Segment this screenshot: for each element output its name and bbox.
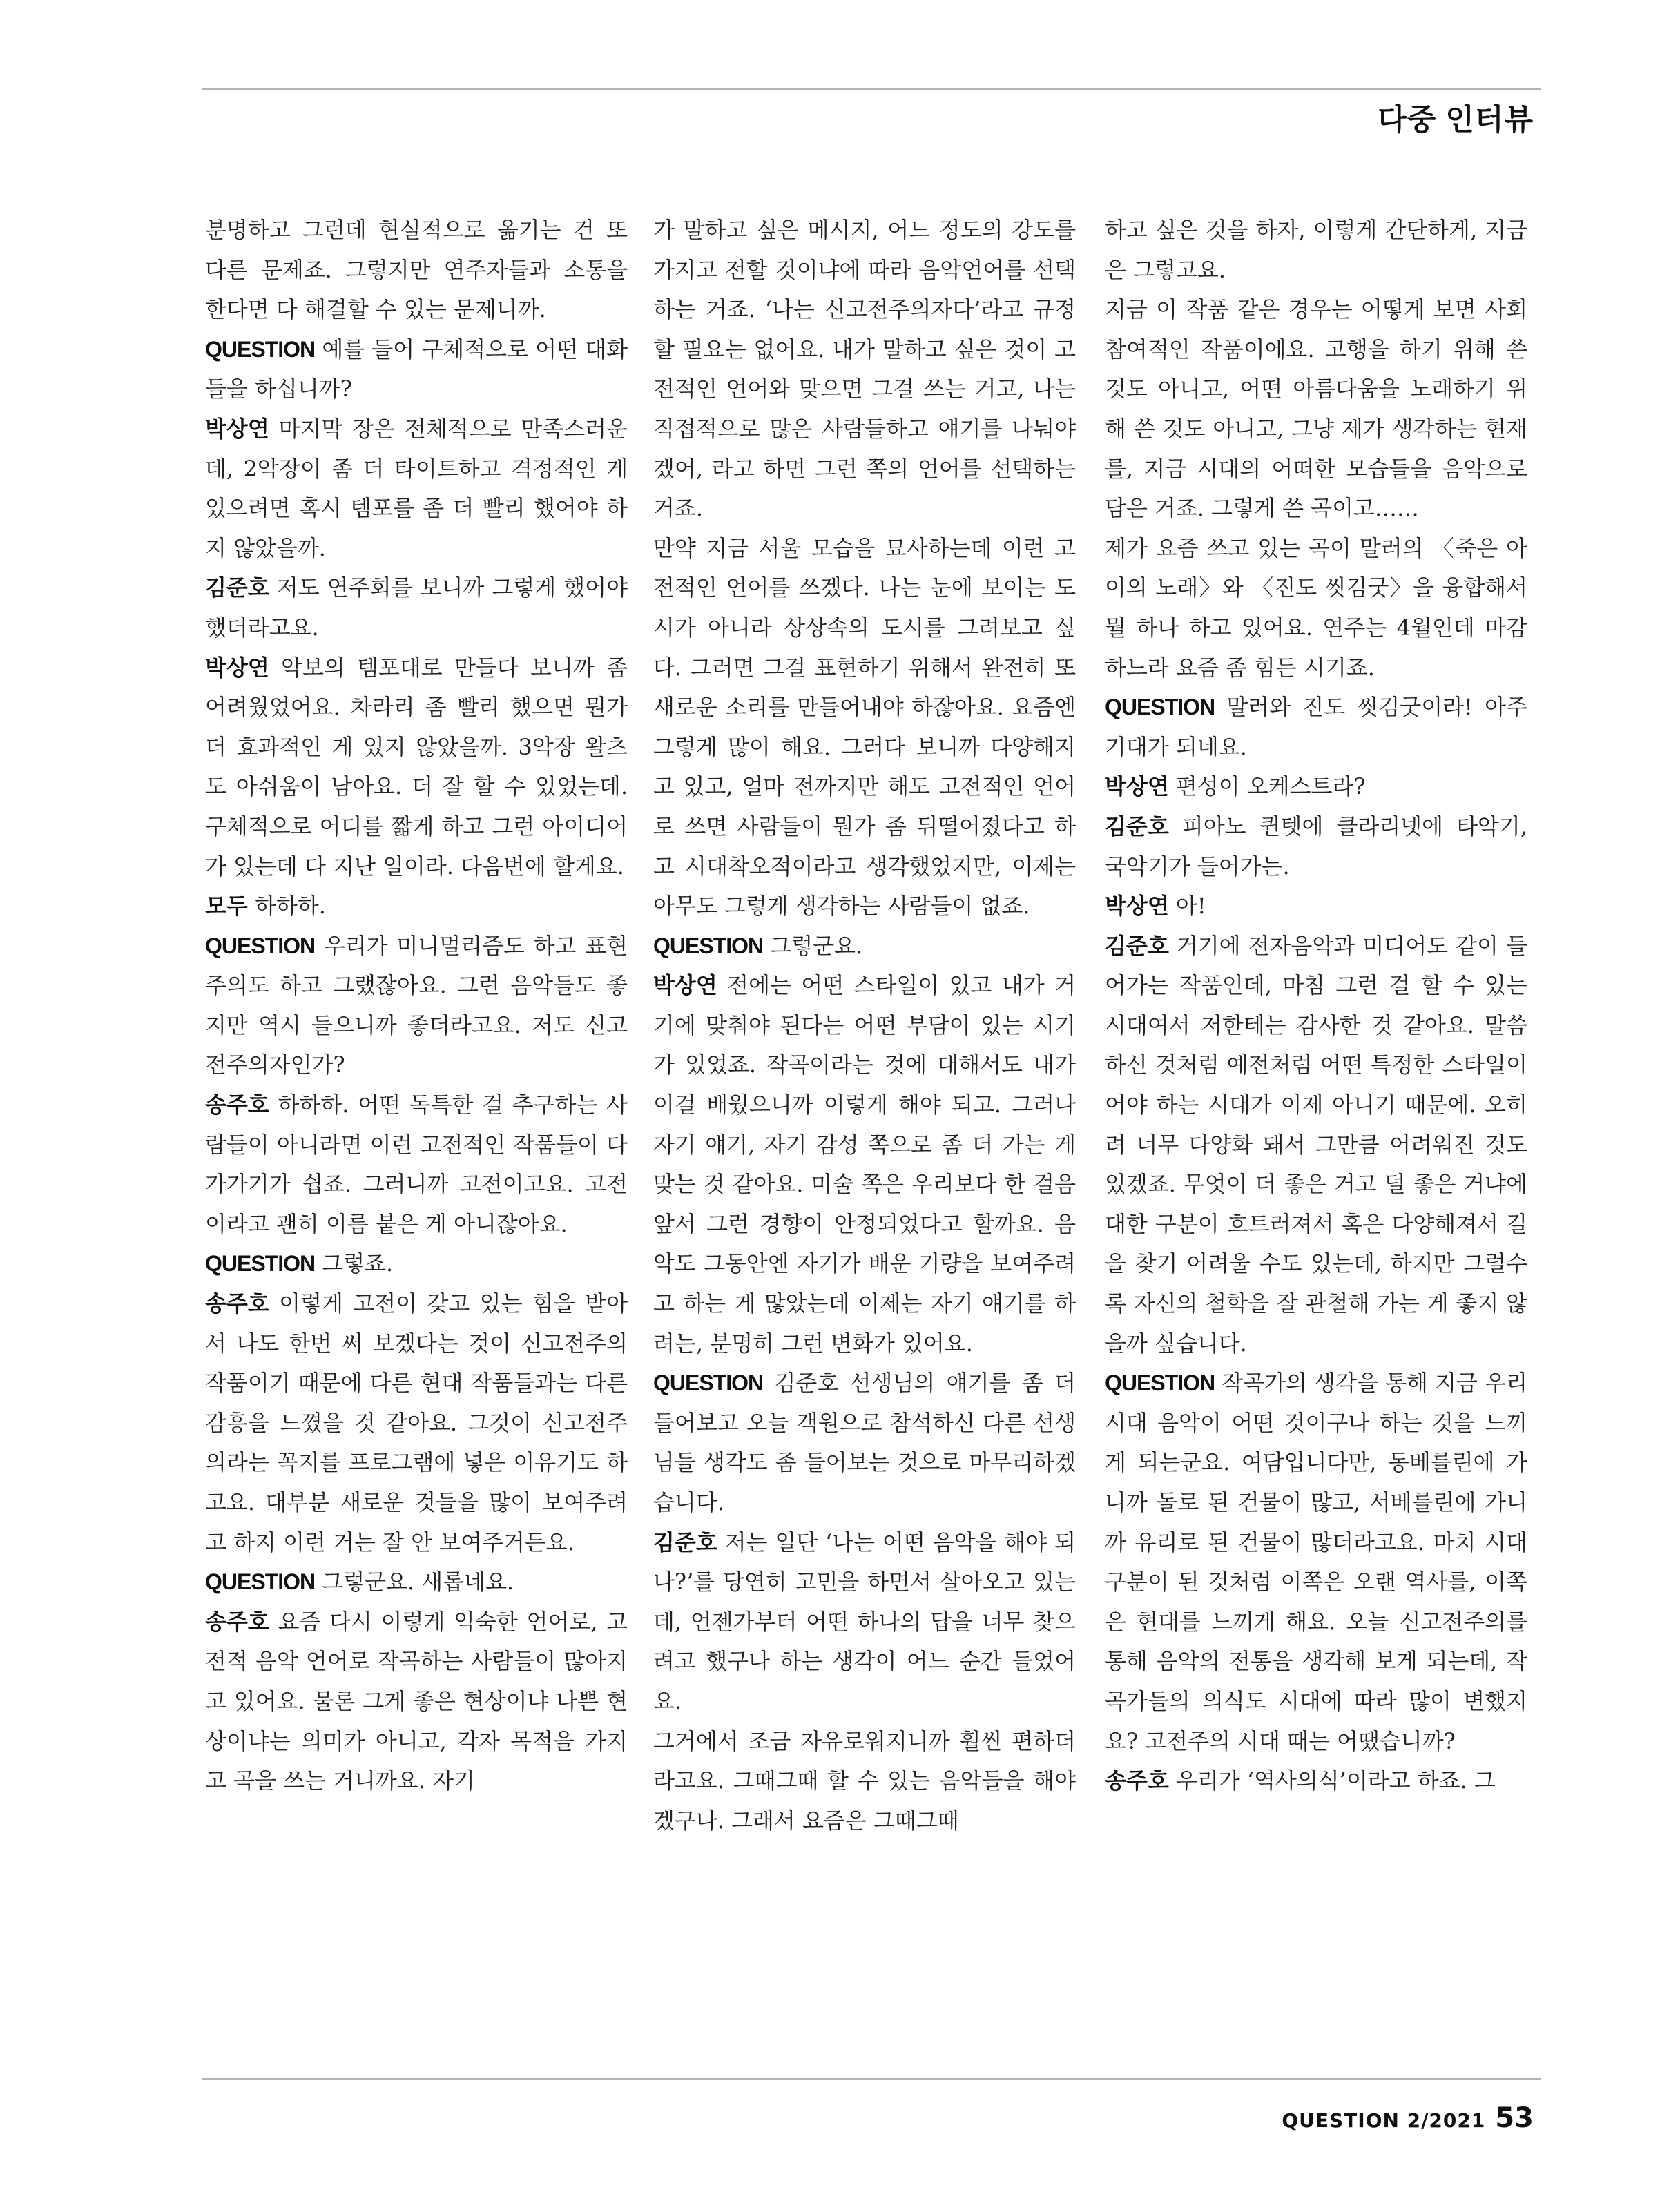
interview-paragraph: [205, 330, 628, 409]
paragraph-text: 이렇게 고전이 갖고 있는 힘을 받아서 나도 한번 써 보겠다는 것이 신고전주의 작품이기 때문에 다른 현대 작품들과는 다른 감흥을 느꼈을 것 같아요. 그것이 신고전주의라는 꼭지를 프로그램에 넣은 이유기도 하고요. 대부분 새로운 것들을 많이 보여주려고 하지 이런 거는 잘 안 보여주거든요.: [205, 1290, 628, 1555]
interview-paragraph: [205, 1562, 628, 1602]
interview-paragraph: [1105, 211, 1527, 290]
header-rule: [202, 88, 1541, 90]
interview-paragraph: [205, 211, 628, 330]
speaker-label: QUESTION: [205, 1251, 316, 1277]
speaker-label: QUESTION: [653, 1370, 764, 1396]
paragraph-text: 작곡가의 생각을 통해 지금 우리 시대 음악이 어떤 것이구나 하는 것을 느끼게 되는군요. 여담입니다만, 동베를린에 가니까 돌로 된 건물이 많고, 서베를린에 가니까 유리로 된 건물이 많더라고요. 마치 시대구분이 된 것처럼 이쪽은 오랜 역사를, 이쪽은 현대를 느끼게 해요. 오늘 신고전주의를 통해 음악의 전통을 생각해 보게 되는데, 작곡가들의 의식도 시대에 따라 많이 변했지요? 고전주의 시대 때는 어땠습니까?: [1105, 1370, 1527, 1754]
interview-paragraph: [205, 1284, 628, 1562]
paragraph-text: 하하하.: [247, 893, 326, 920]
interview-paragraph: [1105, 767, 1527, 807]
paragraph-text: 요즘 다시 이렇게 익숙한 언어로, 고전적 음악 언어로 작곡하는 사람들이 많아지고 있어요. 물론 그게 좋은 현상이냐 나쁜 현상이냐는 의미가 아니고, 각자 목적을 가지고 곡을 쓰는 거니까요. 자기: [205, 1608, 628, 1794]
section-title: 다중 인터뷰: [1378, 104, 1534, 137]
interview-paragraph: [1105, 1761, 1527, 1801]
speaker-label: 송주호: [205, 1608, 269, 1635]
speaker-label: QUESTION: [205, 933, 316, 958]
interview-paragraph: [653, 927, 1076, 967]
speaker-label: QUESTION: [653, 933, 764, 958]
paragraph-text: 예를 들어 구체적으로 어떤 대화들을 하십니까?: [205, 336, 628, 403]
interview-paragraph: [653, 966, 1076, 1364]
speaker-label: 송주호: [1105, 1767, 1169, 1794]
speaker-label: 박상연: [1105, 773, 1169, 800]
paragraph-text: 우리가 미니멀리즘도 하고 표현주의도 하고 그랬잖아요. 그런 음악들도 좋지만 역시 들으니까 좋더라고요. 저도 신고전주의자인가?: [205, 932, 628, 1078]
interview-paragraph: [1105, 807, 1527, 886]
interview-paragraph: [653, 211, 1076, 529]
speaker-label: 박상연: [205, 654, 269, 681]
speaker-label: 송주호: [205, 1092, 269, 1118]
interview-paragraph: [653, 1722, 1076, 1841]
page-number: 53: [1495, 2102, 1534, 2134]
paragraph-text: 악보의 템포대로 만들다 보니까 좀 어려웠었어요. 차라리 좀 빨리 했으면 뭔가 더 효과적인 게 있지 않았을까. 3악장 왈츠도 아쉬움이 남아요. 더 잘 할 수 있었는데. 구체적으로 어디를 짧게 하고 그런 아이디어가 있는데 다 지난 일이라. 다음번에 할게요.: [205, 654, 628, 880]
paragraph-text: 저는 일단 ‘나는 어떤 음악을 해야 되나?’를 당연히 고민을 하면서 살아오고 있는데, 언젠가부터 어떤 하나의 답을 너무 찾으려고 했구나 하는 생각이 어느 순간 들었어요.: [653, 1529, 1076, 1714]
speaker-label: 김준호: [1105, 932, 1169, 959]
speaker-label: 모두: [205, 893, 248, 920]
interview-paragraph: [653, 1523, 1076, 1722]
interview-paragraph: [205, 886, 628, 927]
paragraph-text: 하고 싶은 것을 하자, 이렇게 간단하게, 지금은 그렇고요.: [1105, 217, 1527, 283]
speaker-label: 김준호: [653, 1529, 717, 1555]
paragraph-text: 거기에 전자음악과 미디어도 같이 들어가는 작품인데, 마침 그런 걸 할 수 있는 시대여서 저한테는 감사한 것 같아요. 말씀하신 것처럼 예전처럼 어떤 특정한 스타일이어야 하는 시대가 이제 아니기 때문에. 오히려 너무 다양화 돼서 그만큼 어려워진 것도 있겠죠. 무엇이 더 좋은 거고 덜 좋은 거냐에 대한 구분이 흐트러져서 혹은 다양해져서 길을 찾기 어려울 수도 있는데, 하지만 그럴수록 자신의 철학을 잘 관철해 가는 게 좋지 않을까 싶습니다.: [1105, 932, 1527, 1357]
interview-paragraph: [205, 409, 628, 568]
text-column-2: [653, 211, 1076, 1841]
speaker-label: 김준호: [1105, 813, 1169, 840]
issue-label: QUESTION 2/2021: [1282, 2109, 1486, 2132]
interview-paragraph: [1105, 290, 1527, 529]
paragraph-text: 말러와 진도 씻김굿이라! 아주 기대가 되네요.: [1105, 694, 1527, 760]
interview-paragraph: [205, 568, 628, 648]
paragraph-text: 김준호 선생님의 얘기를 좀 더 들어보고 오늘 객원으로 참석하신 다른 선생님들 생각도 좀 들어보는 것으로 마무리하겠습니다.: [653, 1370, 1076, 1515]
interview-paragraph: [653, 1364, 1076, 1522]
interview-paragraph: [205, 927, 628, 1085]
speaker-label: QUESTION: [205, 1569, 316, 1595]
speaker-label: QUESTION: [1105, 1370, 1215, 1396]
interview-paragraph: [205, 1602, 628, 1801]
text-column-1: [205, 211, 628, 1801]
paragraph-text: 마지막 장은 전체적으로 만족스러운데, 2악장이 좀 더 타이트하고 격정적인 게 있으려면 혹시 템포를 좀 더 빨리 했어야 하지 않았을까.: [205, 415, 628, 561]
paragraph-text: 제가 요즘 쓰고 있는 곡이 말러의 〈죽은 아이의 노래〉와 〈진도 씻김굿〉을 융합해서 뭘 하나 하고 있어요. 연주는 4월인데 마감하느라 요즘 좀 힘든 시기죠.: [1105, 534, 1527, 681]
footer-rule: [202, 2078, 1541, 2080]
interview-paragraph: [205, 648, 628, 887]
speaker-label: QUESTION: [1105, 695, 1215, 720]
interview-paragraph: [1105, 886, 1527, 927]
paragraph-text: 그렇군요. 새롭네요.: [315, 1569, 514, 1596]
paragraph-text: 편성이 오케스트라?: [1168, 773, 1366, 800]
paragraph-text: 분명하고 그런데 현실적으로 옮기는 건 또 다른 문제죠. 그렇지만 연주자들과 소통을 한다면 다 해결할 수 있는 문제니까.: [205, 217, 628, 323]
speaker-label: 송주호: [205, 1290, 269, 1317]
interview-paragraph: [205, 1085, 628, 1244]
paragraph-text: 우리가 ‘역사의식’이라고 하죠. 그: [1168, 1767, 1496, 1794]
interview-paragraph: [1105, 1364, 1527, 1761]
paragraph-text: 그거에서 조금 자유로워지니까 훨씬 편하더라고요. 그때그때 할 수 있는 음악들을 해야겠구나. 그래서 요즘은 그때그때: [653, 1727, 1076, 1834]
paragraph-text: 전에는 어떤 스타일이 있고 내가 거기에 맞춰야 된다는 어떤 부담이 있는 시기가 있었죠. 작곡이라는 것에 대해서도 내가 이걸 배웠으니까 이렇게 해야 되고. 그러나 자기 얘기, 자기 감성 쪽으로 좀 더 가는 게 맞는 것 같아요. 미술 쪽은 우리보다 한 걸음 앞서 그런 경향이 안정되었다고 할까요. 음악도 그동안엔 자기가 배운 기량을 보여주려고 하는 게 많았는데 이제는 자기 얘기를 하려는, 분명히 그런 변화가 있어요.: [653, 972, 1076, 1357]
speaker-label: 박상연: [1105, 893, 1169, 920]
interview-paragraph: [1105, 927, 1527, 1364]
paragraph-text: 그렇죠.: [315, 1250, 394, 1277]
interview-paragraph: [1105, 688, 1527, 767]
paragraph-text: 하하하. 어떤 독특한 걸 추구하는 사람들이 아니라면 이런 고전적인 작품들이 다가가기가 쉽죠. 그러니까 고전이고요. 고전이라고 괜히 이름 붙은 게 아니잖아요.: [205, 1092, 628, 1237]
interview-paragraph: [1105, 529, 1527, 688]
speaker-label: 박상연: [653, 972, 717, 999]
paragraph-text: 아!: [1168, 893, 1206, 920]
interview-paragraph: [653, 529, 1076, 927]
speaker-label: 김준호: [205, 574, 269, 601]
paragraph-text: 피아노 퀸텟에 클라리넷에 타악기, 국악기가 들어가는.: [1105, 813, 1527, 880]
interview-paragraph: [205, 1244, 628, 1284]
paragraph-text: 저도 연주회를 보니까 그렇게 했어야 했더라고요.: [205, 574, 628, 641]
paragraph-text: 가 말하고 싶은 메시지, 어느 정도의 강도를 가지고 전할 것이냐에 따라 음악언어를 선택하는 거죠. ‘나는 신고전주의자다’라고 규정할 필요는 없어요. 내가 말하고 싶은 것이 고전적인 언어와 맞으면 그걸 쓰는 거고, 나는 직접적으로 많은 사람들하고 얘기를 나눠야겠어, 라고 하면 그런 쪽의 언어를 선택하는 거죠.: [653, 217, 1076, 522]
speaker-label: 박상연: [205, 415, 269, 442]
text-column-3: [1105, 211, 1527, 1801]
paragraph-text: 지금 이 작품 같은 경우는 어떻게 보면 사회 참여적인 작품이에요. 고행을 하기 위해 쓴 것도 아니고, 어떤 아름다움을 노래하기 위해 쓴 것도 아니고, 그냥 제가 생각하는 현재를, 지금 시대의 어떠한 모습들을 음악으로 담은 거죠. 그렇게 쓴 곡이고……: [1105, 296, 1527, 522]
paragraph-text: 만약 지금 서울 모습을 묘사하는데 이런 고전적인 언어를 쓰겠다. 나는 눈에 보이는 도시가 아니라 상상속의 도시를 그려보고 싶다. 그러면 그걸 표현하기 위해서 완전히 또 새로운 소리를 만들어내야 하잖아요. 요즘엔 그렇게 많이 해요. 그러다 보니까 다양해지고 있고, 얼마 전까지만 해도 고전적인 언어로 쓰면 사람들이 뭔가 좀 뒤떨어졌다고 하고 시대착오적이라고 생각했었지만, 이제는 아무도 그렇게 생각하는 사람들이 없죠.: [653, 534, 1076, 920]
paragraph-text: 그렇군요.: [763, 932, 863, 959]
speaker-label: QUESTION: [205, 336, 316, 362]
page-footer: [1282, 2102, 1534, 2134]
